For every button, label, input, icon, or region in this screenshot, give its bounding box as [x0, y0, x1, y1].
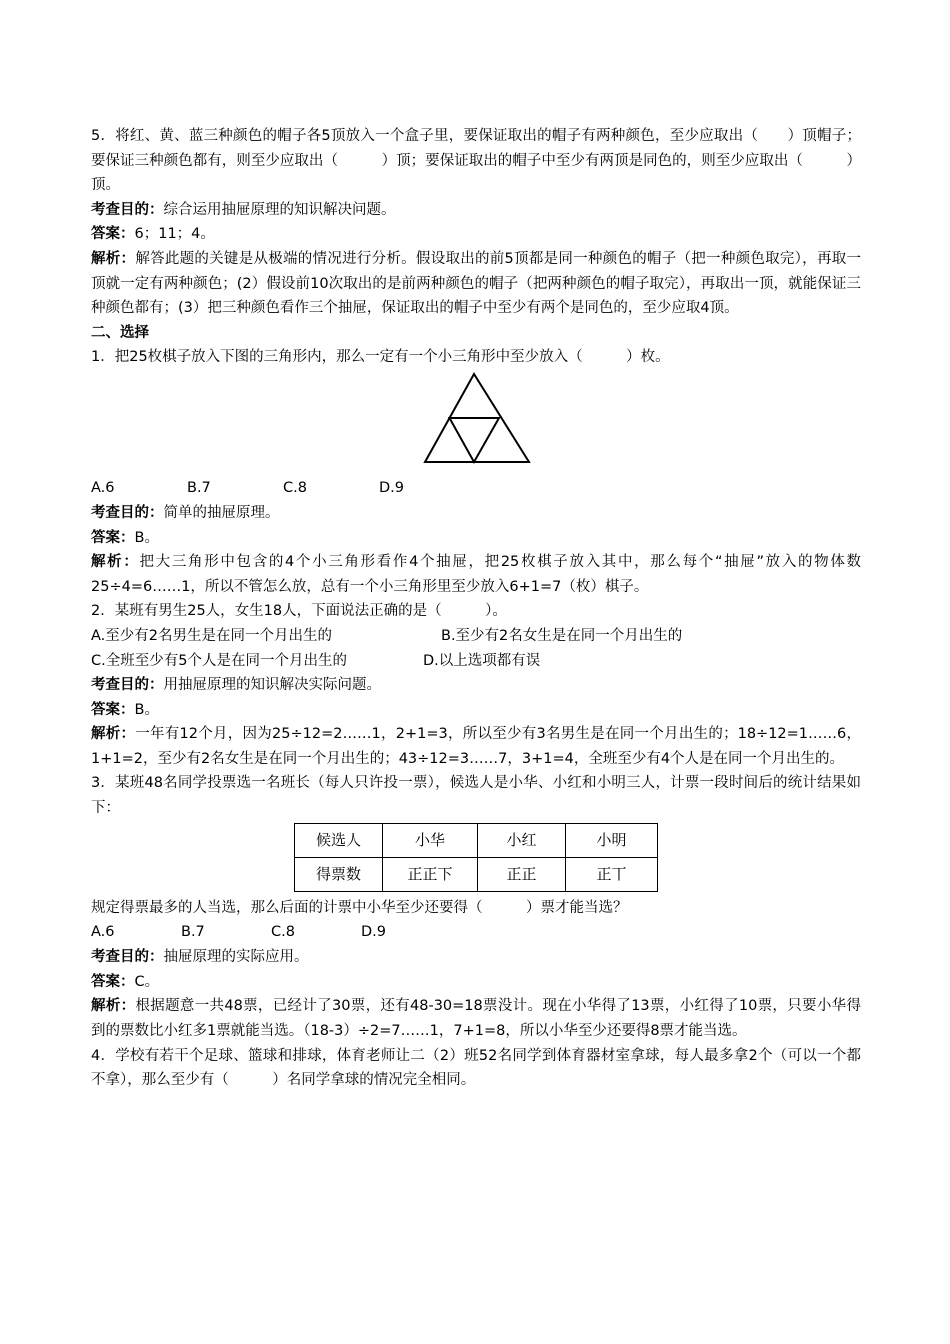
table-cell: 正丅	[566, 857, 658, 891]
document-page	[91, 124, 861, 1093]
c1-purpose	[91, 501, 861, 526]
table-cell: 正正	[478, 857, 566, 891]
purpose-text: 用抽屉原理的知识解决实际问题。	[163, 677, 381, 694]
purpose-text: 抽屉原理的实际应用。	[163, 949, 309, 966]
c2-analysis	[91, 722, 861, 771]
c3-text: 3．某班48名同学投票选一名班长（每人只许投一票），候选人是小华、小红和小明三人，计票一段时间后的统计结果如下：	[91, 775, 861, 817]
c1-text: 1．把25枚棋子放入下图的三角形内，那么一定有一个小三角形中至少放入（ ）枚。	[91, 349, 670, 366]
answer-text: B。	[134, 529, 159, 546]
triangle-diagram	[421, 370, 533, 466]
q5-answer	[91, 222, 861, 247]
table-cell: 候选人	[295, 823, 383, 857]
c1-analysis	[91, 550, 861, 599]
option-c[interactable]: C.8	[283, 479, 307, 496]
answer-text: 6；11；4。	[134, 226, 215, 243]
c2-options-row1	[91, 624, 861, 649]
analysis-label: 解析：	[91, 726, 136, 743]
option-a[interactable]: A.6	[91, 924, 115, 941]
purpose-label: 考查目的：	[91, 677, 164, 694]
option-a[interactable]: A.至少有2名男生是在同一个月出生的	[91, 627, 332, 644]
triangle-figure	[91, 370, 861, 476]
c2-text: 2．某班有男生25人，女生18人，下面说法正确的是（ ）。	[91, 603, 507, 620]
analysis-text: 解答此题的关键是从极端的情况进行分析。假设取出的前5顶都是同一种颜色的帽子（把一种颜色取完），再取一顶就一定有两种颜色；(2）假设前10次取出的是前两种颜色的帽子（把两种颜色的帽子取完），再取出一顶，就能保证三种颜色都有；(3）把三种颜色看作三个抽屉，保证取出的帽子中至少有两个是同色的，至少应取4顶。	[91, 250, 861, 317]
section-title: 二、选择	[91, 324, 149, 341]
c2-purpose	[91, 673, 861, 698]
c3-options	[91, 920, 861, 945]
analysis-label: 解析：	[91, 554, 140, 571]
table-cell: 小华	[383, 823, 478, 857]
analysis-text: 根据题意一共48票，已经计了30票，还有48-30=18票没计。现在小华得了13票，小红得了10票，只要小华得到的票数比小红多1票就能当选。（18-3）÷2=7……1，7+1=8，所以小华至少还要得8票才能当选。	[91, 998, 861, 1040]
answer-label: 答案：	[91, 973, 135, 990]
purpose-label: 考查目的：	[91, 504, 164, 521]
option-b[interactable]: B.7	[181, 924, 205, 941]
q5-purpose	[91, 198, 861, 223]
c1-answer	[91, 526, 861, 551]
table-cell: 正正下	[383, 857, 478, 891]
c3-analysis	[91, 994, 861, 1043]
table-row	[295, 857, 658, 891]
analysis-text: 把大三角形中包含的4个小三角形看作4个抽屉，把25枚棋子放入其中，那么每个“抽屉”放入的物体数25÷4=6……1，所以不管怎么放，总有一个小三角形里至少放入6+1=7（枚）棋子。	[91, 554, 862, 595]
c2-options-row2	[91, 649, 861, 674]
option-a[interactable]: A.6	[91, 479, 115, 496]
c4-text: 4．学校有若干个足球、篮球和排球，体育老师让二（2）班52名同学到体育器材室拿球，每人最多拿2个（可以一个都不拿），那么至少有（ ）名同学拿球的情况完全相同。	[91, 1047, 861, 1089]
answer-label: 答案：	[91, 226, 135, 243]
c2-answer	[91, 698, 861, 723]
purpose-label: 考查目的：	[91, 201, 164, 218]
vote-table	[294, 823, 658, 892]
table-cell: 小明	[566, 823, 658, 857]
table-row	[295, 823, 658, 857]
answer-text: C。	[134, 973, 160, 990]
option-b[interactable]: B.至少有2名女生是在同一个月出生的	[441, 627, 683, 644]
answer-label: 答案：	[91, 701, 135, 718]
answer-text: B。	[134, 701, 159, 718]
option-c[interactable]: C.全班至少有5个人是在同一个月出生的	[91, 652, 347, 669]
purpose-label: 考查目的：	[91, 949, 164, 966]
table-cell: 得票数	[295, 857, 383, 891]
c1-options	[91, 476, 861, 501]
option-d[interactable]: D.9	[361, 924, 386, 941]
purpose-text: 综合运用抽屉原理的知识解决问题。	[163, 201, 396, 218]
option-d[interactable]: D.9	[379, 479, 404, 496]
analysis-label: 解析：	[91, 250, 136, 267]
q5-analysis	[91, 247, 861, 321]
option-b[interactable]: B.7	[187, 479, 211, 496]
table-cell: 小红	[478, 823, 566, 857]
purpose-text: 简单的抽屉原理。	[163, 504, 280, 521]
analysis-text: 一年有12个月，因为25÷12=2……1，2+1=3，所以至少有3名男生是在同一个月出生的；18÷12=1……6，1+1=2，至少有2名女生是在同一个月出生的；43÷12=3……7，3+1=4，全班至少有4个人是在同一个月出生的。	[91, 726, 862, 767]
c3-purpose	[91, 945, 861, 970]
answer-label: 答案：	[91, 529, 135, 546]
c3-question: 规定得票最多的人当选，那么后面的计票中小华至少还要得（ ）票才能当选？	[91, 899, 628, 916]
c3-answer	[91, 970, 861, 995]
analysis-label: 解析：	[91, 998, 136, 1015]
option-c[interactable]: C.8	[271, 924, 295, 941]
q5-text: 5．将红、黄、蓝三种颜色的帽子各5顶放入一个盒子里，要保证取出的帽子有两种颜色，至少应取出（ ）顶帽子；要保证三种颜色都有，则至少应取出（ ）顶；要保证取出的帽子中至少有两顶是同色的，则至少应取出（ ）顶。	[91, 128, 861, 194]
option-d[interactable]: D.以上选项都有误	[423, 652, 541, 669]
